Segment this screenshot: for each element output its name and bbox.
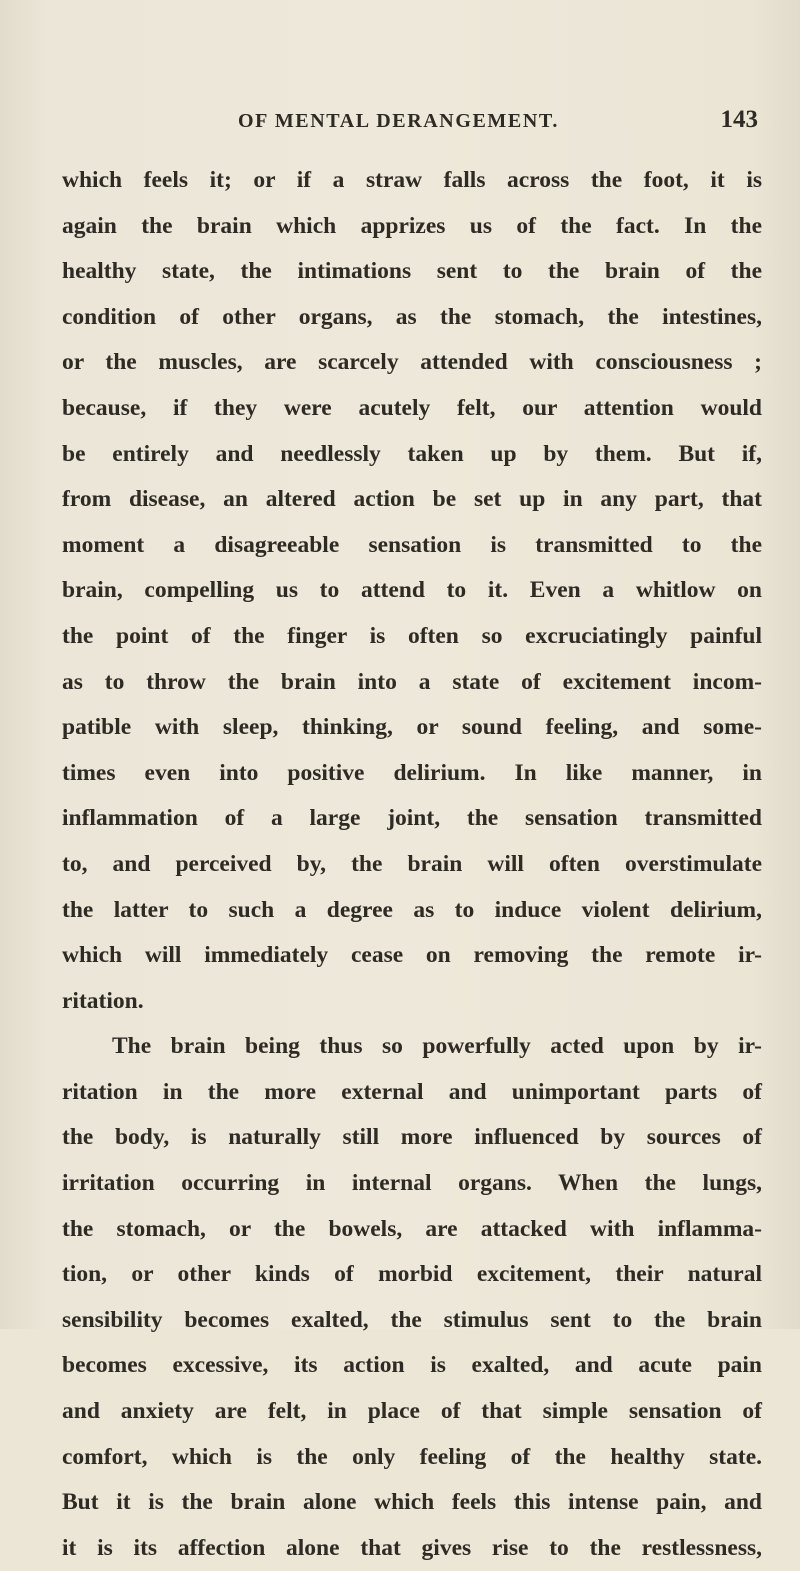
text-line: times even into positive delirium. In like manner, in xyxy=(62,759,762,786)
text-line: patible with sleep, thinking, or sound feeling, and some- xyxy=(62,714,762,741)
body-text xyxy=(62,158,762,1571)
text-line: inflammation of a large joint, the sensation transmitted xyxy=(62,805,762,832)
text-line: the latter to such a degree as to induce violent delirium, xyxy=(62,896,762,923)
text-line: irritation occurring in internal organs. When the lungs, xyxy=(62,1170,762,1197)
text-line: sensibility becomes exalted, the stimulus sent to the brain xyxy=(62,1306,762,1333)
text-line: which will immediately cease on removing the remote ir- xyxy=(62,942,762,969)
text-line: But it is the brain alone which feels this intense pain, and xyxy=(62,1489,762,1516)
text-line: again the brain which apprizes us of the fact. In the xyxy=(62,212,762,239)
text-line: comfort, which is the only feeling of the healthy state. xyxy=(62,1443,762,1470)
running-head xyxy=(238,106,758,142)
text-line: it is its affection alone that gives rise to the restlessness, xyxy=(62,1534,762,1561)
text-line: which feels it; or if a straw falls across the foot, it is xyxy=(62,167,762,193)
text-line: tion, or other kinds of morbid excitement, their natural xyxy=(62,1261,762,1288)
text-line: the point of the finger is often so excruciatingly painful xyxy=(62,622,762,649)
text-line: and anxiety are felt, in place of that simple sensation of xyxy=(62,1398,762,1425)
text-line: because, if they were acutely felt, our attention would xyxy=(62,394,762,421)
text-line: from disease, an altered action be set up in any part, that xyxy=(62,486,762,513)
text-line: or the muscles, are scarcely attended with consciousness ; xyxy=(62,349,762,376)
text-line: as to throw the brain into a state of excitement incom- xyxy=(62,668,762,695)
text-line: healthy state, the intimations sent to the brain of the xyxy=(62,258,762,285)
text-line: ritation in the more external and unimportant parts of xyxy=(62,1078,762,1105)
text-line: brain, compelling us to attend to it. Even a whitlow on xyxy=(62,577,762,604)
running-title: OF MENTAL DERANGEMENT. xyxy=(238,110,559,132)
text-line: the body, is naturally still more influenced by sources of xyxy=(62,1124,762,1151)
text-line: condition of other organs, as the stomach, the intestines, xyxy=(62,303,762,330)
paragraph-start-line: The brain being thus so powerfully acted upon by ir- xyxy=(112,1033,762,1060)
text-line: to, and perceived by, the brain will often overstimulate xyxy=(62,850,762,877)
text-line: the stomach, or the bowels, are attacked with inflamma- xyxy=(62,1215,762,1242)
paragraph-end-line: ritation. xyxy=(62,987,144,1014)
text-line: becomes excessive, its action is exalted, and acute pain xyxy=(62,1352,762,1379)
text-line: moment a disagreeable sensation is transmitted to the xyxy=(62,531,762,558)
page-number: 143 xyxy=(720,106,758,133)
text-line: be entirely and needlessly taken up by them. But if, xyxy=(62,440,762,467)
